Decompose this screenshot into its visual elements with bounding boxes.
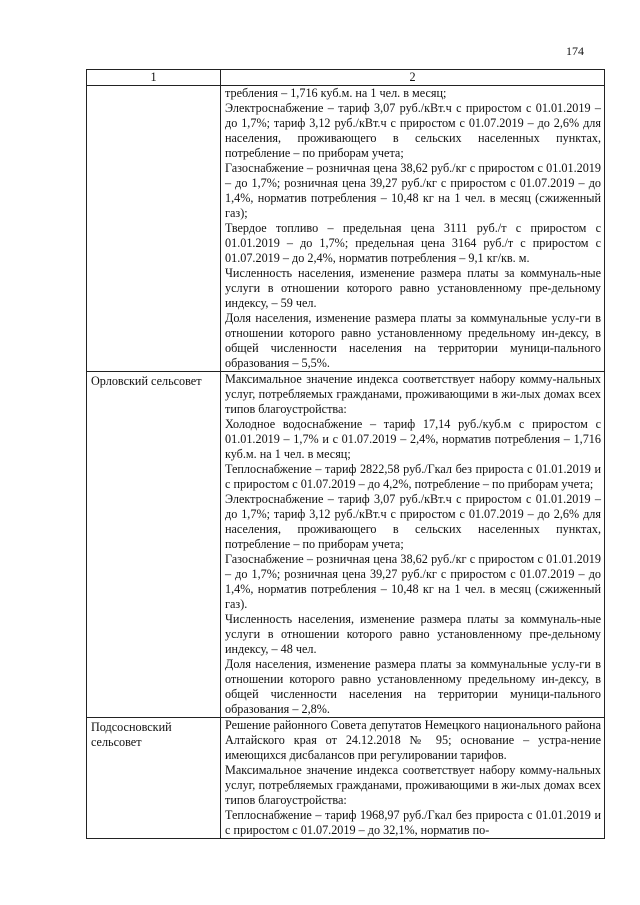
tariff-paragraph: Электроснабжение – тариф 3,07 руб./кВт.ч с приростом с 01.01.2019 – до 1,7%; тариф 3,12 руб./кВт.ч с приростом с 01.07.2019 – до 2,6% для населения, проживающего в сельских населенных пунктах, потребление – по приборам учета; — [225, 492, 601, 551]
page-number: 174 — [566, 44, 584, 58]
description-cell — [221, 372, 605, 718]
table-body — [87, 86, 605, 839]
header-col-2: 2 — [221, 70, 605, 86]
tariff-paragraph: Газоснабжение – розничная цена 38,62 руб./кг с приростом с 01.01.2019 – до 1,7%; розничная цена 39,27 руб./кг с приростом с 01.07.2019 – до 1,4%, норматив потребления – 10,48 кг на 1 чел. в месяц (сжиженный газ); — [225, 161, 601, 220]
description-cell — [221, 718, 605, 839]
tariff-paragraph: Доля населения, изменение размера платы за коммунальные услу-ги в отношении которого равно установленному предельному ин-дексу, в общей численности населения на территории муници-пального образования – 2,8%. — [225, 657, 601, 716]
tariff-paragraph: Доля населения, изменение размера платы за коммунальные услу-ги в отношении которого равно установленному предельному ин-дексу, в общей численности населения на территории муници-пального образования – 5,5%. — [225, 311, 601, 370]
tariff-paragraph: Максимальное значение индекса соответствует набору комму-нальных услуг, потребляемых гражданами, проживающими в жи-лых домах всех типов благоустройства: — [225, 763, 601, 807]
municipality-cell — [87, 86, 221, 372]
header-col-1: 1 — [87, 70, 221, 86]
tariff-paragraph: Теплоснабжение – тариф 1968,97 руб./Гкал без прироста с 01.01.2019 и с приростом с 01.07.2019 – до 32,1%, норматив по- — [225, 808, 601, 837]
tariff-paragraph: Газоснабжение – розничная цена 38,62 руб./кг с приростом с 01.01.2019 – до 1,7%; розничная цена 39,27 руб./кг с приростом с 01.07.2019 – до 1,4%, норматив потребления – 10,48 кг на 1 чел. в месяц (сжиженный газ). — [225, 552, 601, 611]
tariff-paragraph: Электроснабжение – тариф 3,07 руб./кВт.ч с приростом с 01.01.2019 – до 1,7%; тариф 3,12 руб./кВт.ч с приростом с 01.07.2019 – до 2,6% для населения, проживающего в сельских населенных пунктах, потребление – по приборам учета; — [225, 101, 601, 160]
table-header-row — [87, 70, 605, 86]
municipality-cell — [87, 718, 221, 839]
tariff-paragraph: Максимальное значение индекса соответствует набору комму-нальных услуг, потребляемых гражданами, проживающими в жи-лых домах всех типов благоустройства: — [225, 372, 601, 416]
table-row — [87, 372, 605, 718]
tariff-paragraph: требления – 1,716 куб.м. на 1 чел. в месяц; — [225, 86, 447, 100]
tariff-paragraph: Численность населения, изменение размера платы за коммуналь-ные услуги в отношении которого равно установленному пре-дельному индексу, – 59 чел. — [225, 266, 601, 310]
tariff-paragraph: Твердое топливо – предельная цена 3111 руб./т с приростом с 01.01.2019 – до 1,7%; предельная цена 3164 руб./т с приростом с 01.07.2019 – до 2,4%, норматив потребления – 9,1 кг/кв. м. — [225, 221, 601, 265]
tariff-paragraph: Численность населения, изменение размера платы за коммуналь-ные услуги в отношении которого равно установленному пре-дельному индексу, – 48 чел. — [225, 612, 601, 656]
municipality-name: Подсосновский сельсовет — [91, 720, 172, 749]
tariff-paragraph: Решение районного Совета депутатов Немецкого национального района Алтайского края от 24.12.2018 № 95; основание – устра-нение имеющихся дисбалансов при регулировании тарифов. — [225, 718, 601, 762]
tariff-paragraph: Холодное водоснабжение – тариф 17,14 руб./куб.м с приростом с 01.01.2019 – 1,7% и с 01.07.2019 – 2,4%, норматив потребления – 1,716 куб.м. на 1 чел. в месяц; — [225, 417, 601, 461]
table-row — [87, 718, 605, 839]
description-cell — [221, 86, 605, 372]
table-row — [87, 86, 605, 372]
municipality-name: Орловский сельсовет — [91, 374, 202, 388]
tariff-table — [86, 69, 605, 839]
tariff-paragraph: Теплоснабжение – тариф 2822,58 руб./Гкал без прироста с 01.01.2019 и с приростом с 01.07.2019 – до 4,2%, потребление – по приборам учета; — [225, 462, 601, 491]
municipality-cell — [87, 372, 221, 718]
municipality-name — [87, 86, 220, 88]
